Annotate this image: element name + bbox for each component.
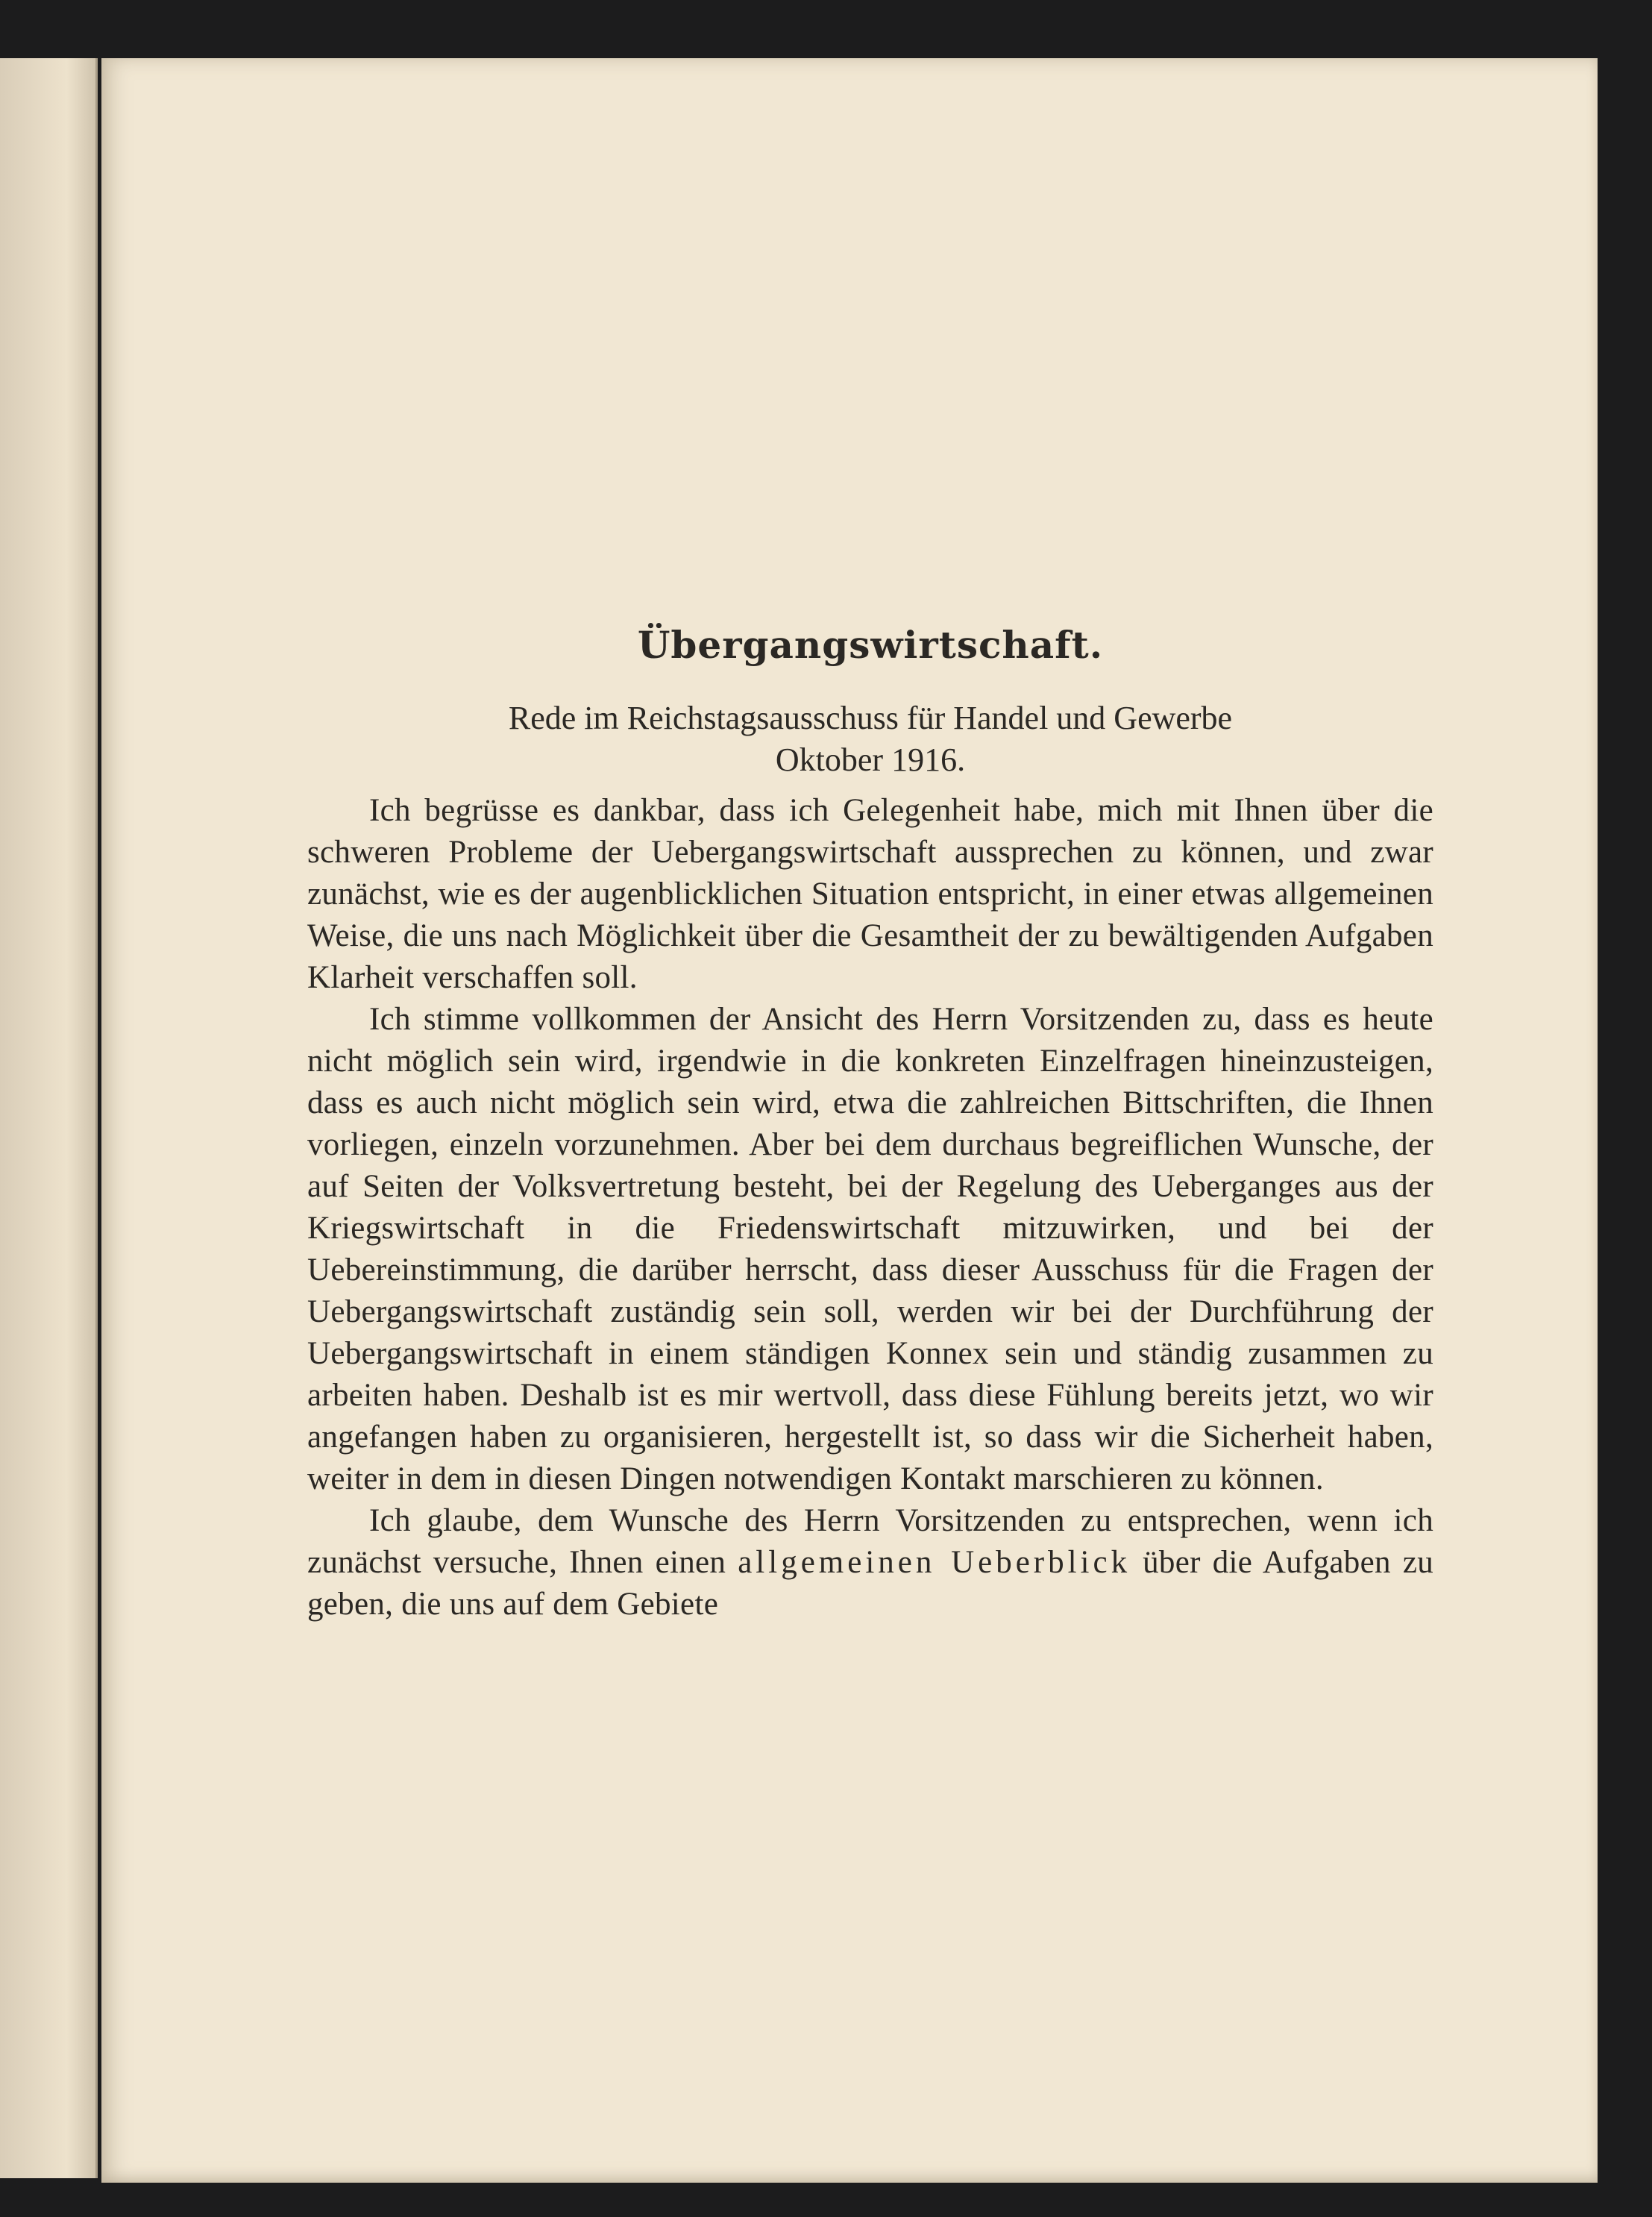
paragraph-2: Ich stimme vollkommen der Ansicht des Herrn Vorsitzenden zu, dass es heute nicht möglich sein wird, irgendwie in die konkreten Einzelfragen hineinzusteigen, dass es auch nicht möglich sein wird, etwa die zahlreichen Bittschriften, die Ihnen vorliegen, einzeln vorzunehmen. Aber bei dem durchaus begreiflichen Wunsche, der auf Seiten der Volksvertretung besteht, bei der Regelung des Ueberganges aus der Kriegswirtschaft in die Friedenswirtschaft mitzuwirken, und bei der Uebereinstimmung, die darüber herrscht, dass dieser Ausschuss für die Fragen der Uebergangswirtschaft zuständig sein soll, werden wir bei der Durchführung der Uebergangswirtschaft in einem ständigen Konnex sein und ständig zusammen zu arbeiten haben. Deshalb ist es mir wertvoll, dass diese Fühlung bereits jetzt, wo wir angefangen haben zu organisieren, hergestellt ist, so dass wir die Sicherheit haben, weiter in dem in diesen Dingen notwendigen Kontakt marschieren zu können. <box>307 1002 1433 1496</box>
paragraph-1: Ich begrüsse es dankbar, dass ich Gelegenheit habe, mich mit Ihnen über die schweren Probleme der Uebergangswirtschaft aussprechen zu können, und zwar zunächst, wie es der augenblicklichen Situation entspricht, in einer etwas allgemeinen Weise, die uns nach Möglichkeit über die Gesamtheit der zu bewältigenden Aufgaben Klarheit verschaffen soll. <box>307 793 1433 995</box>
book-page <box>101 58 1598 2183</box>
paragraph-3-emphasis: allgemeinen Ueberblick <box>738 1545 1131 1580</box>
page-title: Übergangswirtschaft. <box>637 623 1104 667</box>
page-text-block <box>307 623 1433 1625</box>
subtitle-line-2: Oktober 1916. <box>775 741 966 778</box>
left-page-edge <box>0 58 98 2178</box>
paragraph-3-text-end: über die Aufgaben zu geben, die uns auf dem Gebiete <box>307 1545 1433 1622</box>
subtitle-line-1: Rede im Reichstagsausschuss für Handel und Gewerbe <box>508 700 1233 736</box>
paragraph-3 <box>307 1500 1433 1625</box>
paragraph-3-text-start: Ich glaube, dem Wunsche des Herrn Vorsitzenden zu entsprechen, wenn ich zunächst versuche, Ihnen einen <box>307 1503 1433 1580</box>
